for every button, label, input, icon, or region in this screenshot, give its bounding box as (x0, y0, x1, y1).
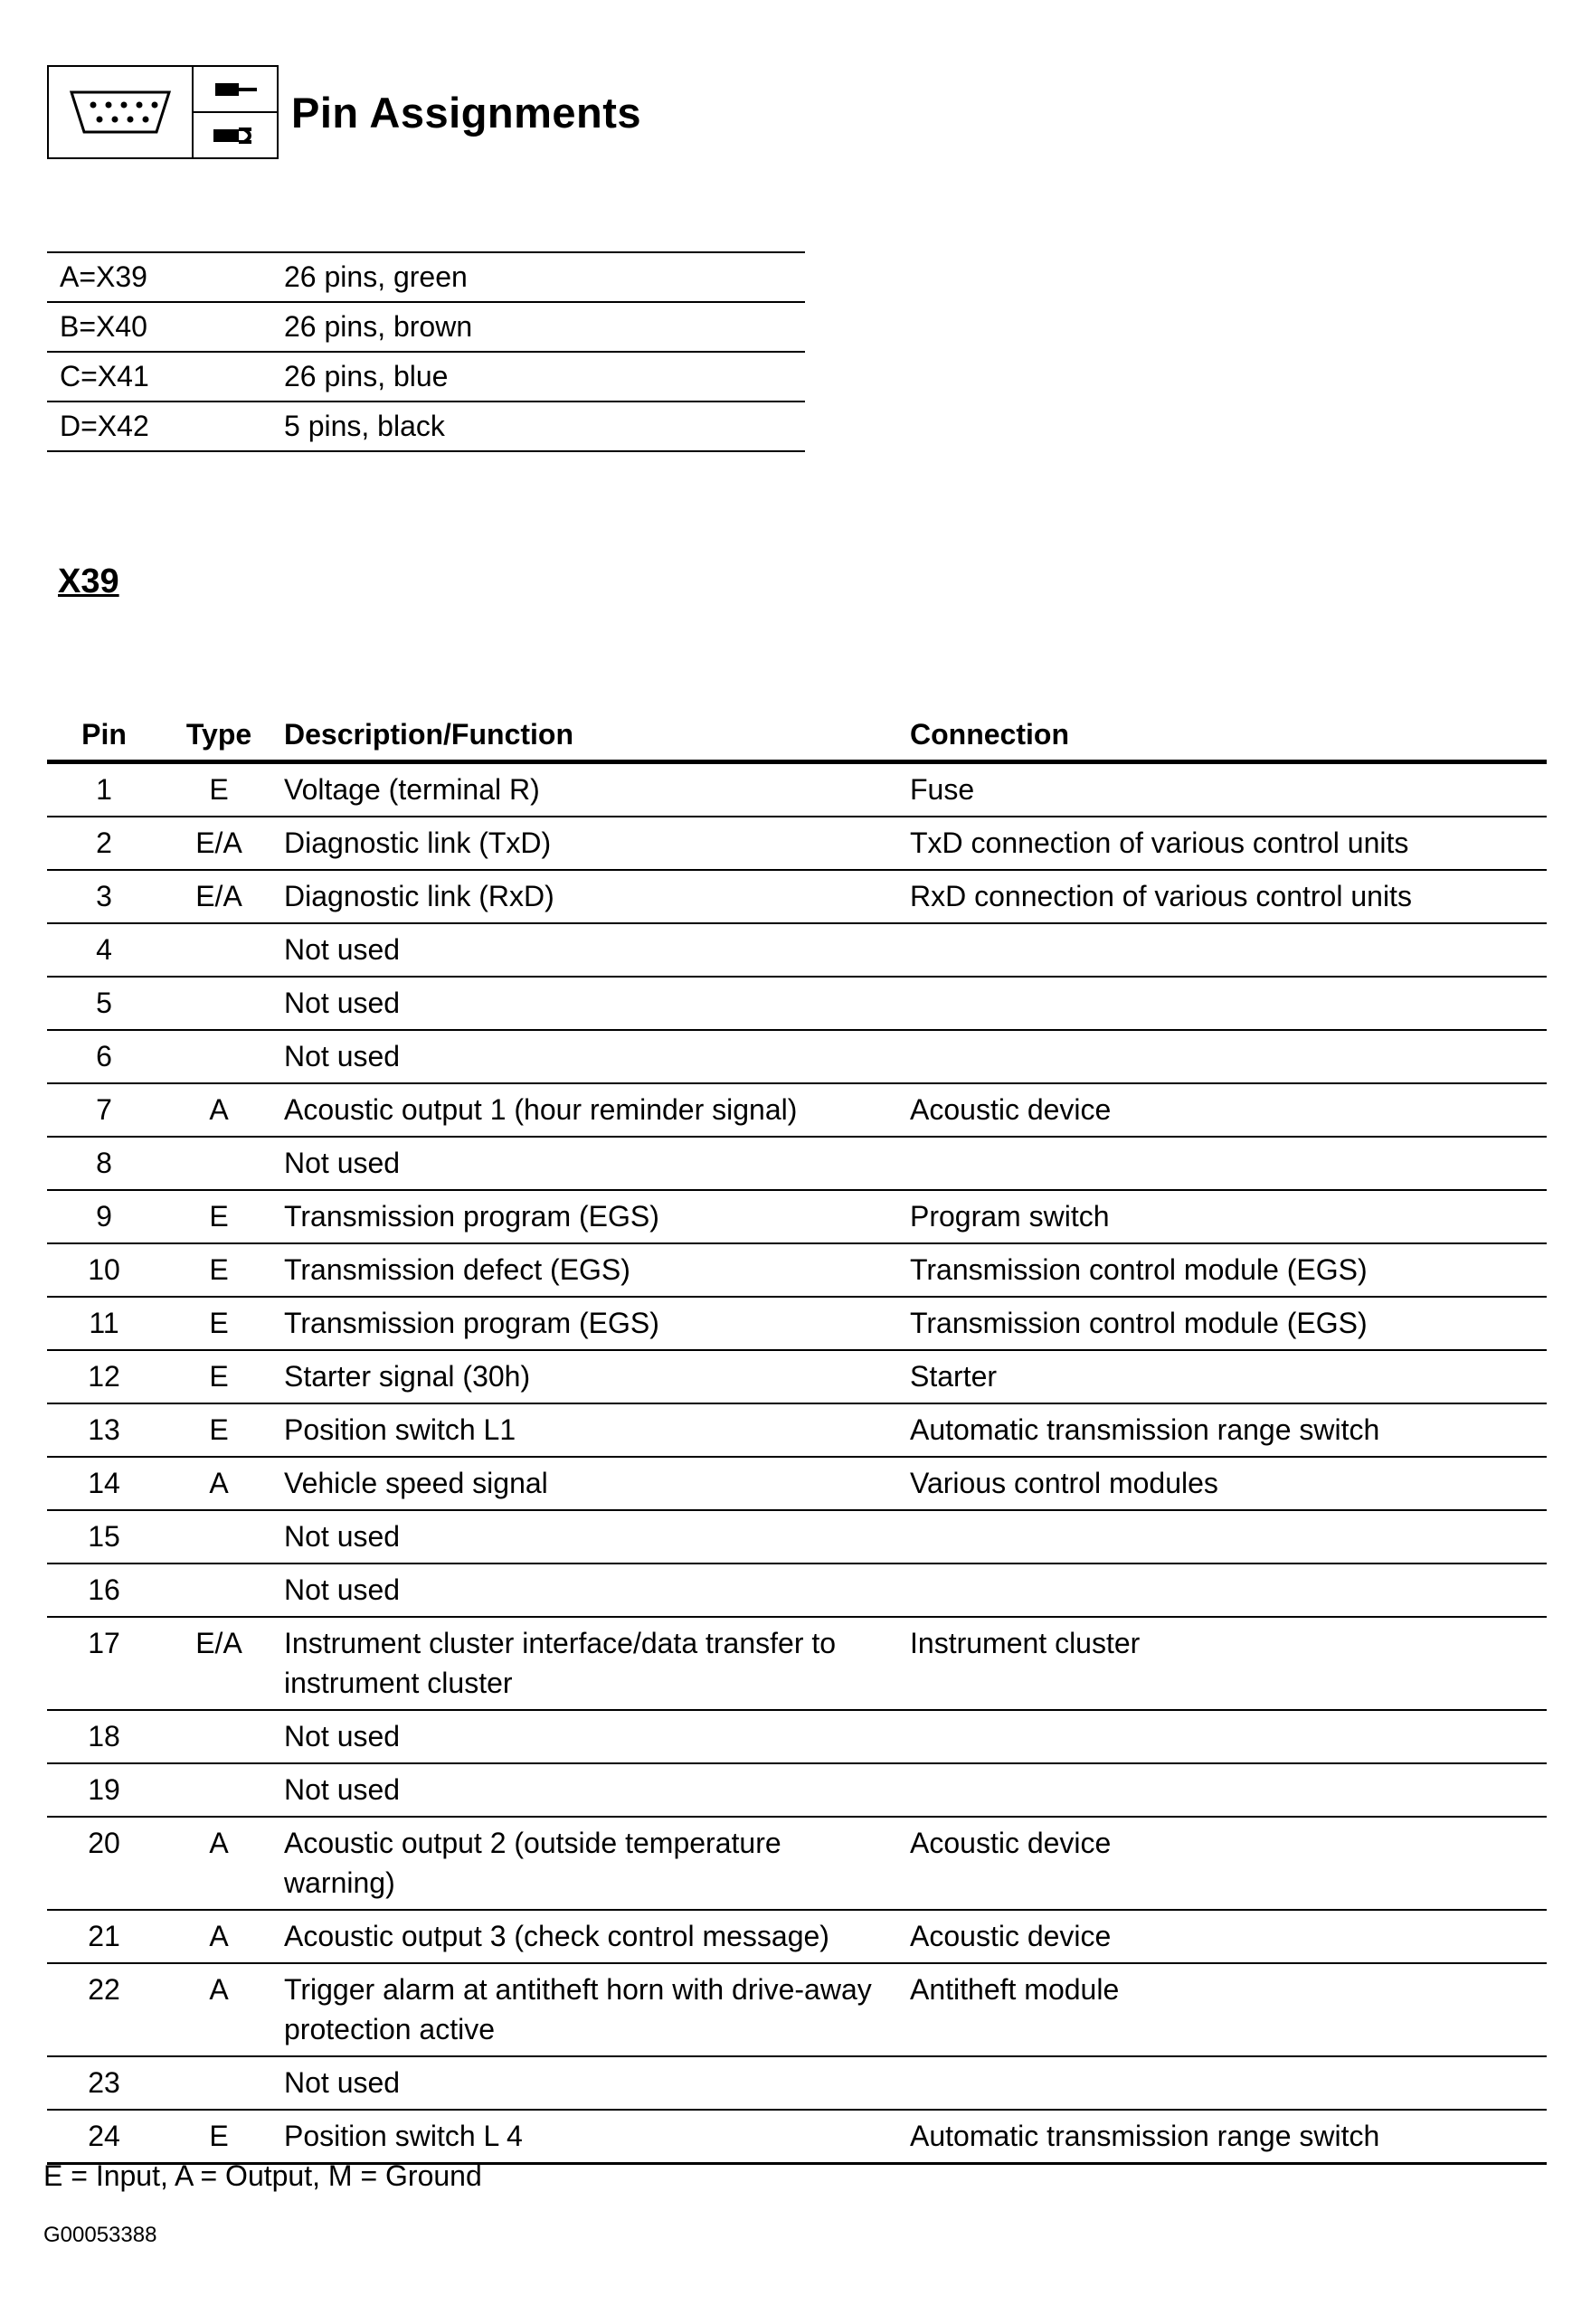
table-row (47, 1243, 1547, 1297)
cell-pin: 3 (47, 870, 161, 923)
cell-connection (903, 977, 1547, 1030)
cell-pin: 21 (47, 1910, 161, 1963)
cell-description: Not used (277, 1137, 903, 1190)
cell-description: Acoustic output 2 (outside temperature warning) (277, 1817, 903, 1910)
cell-connection: Automatic transmission range switch (903, 2110, 1547, 2164)
cell-type: E (161, 2110, 277, 2164)
table-row (47, 1617, 1547, 1710)
table-row (47, 1817, 1547, 1910)
connector-desc: 5 pins, black (271, 402, 805, 451)
cell-pin: 22 (47, 1963, 161, 2056)
cell-connection: Transmission control module (EGS) (903, 1243, 1547, 1297)
connector-list-table (47, 251, 805, 452)
cell-connection: Acoustic device (903, 1817, 1547, 1910)
header-description: Description/Function (277, 707, 903, 762)
connector-row (47, 302, 805, 352)
cell-pin: 7 (47, 1083, 161, 1137)
cell-description: Voltage (terminal R) (277, 762, 903, 817)
cell-pin: 14 (47, 1457, 161, 1510)
cell-type (161, 1564, 277, 1617)
cell-pin: 8 (47, 1137, 161, 1190)
table-row (47, 1710, 1547, 1763)
cell-description: Starter signal (30h) (277, 1350, 903, 1403)
cell-pin: 17 (47, 1617, 161, 1710)
cell-connection: Acoustic device (903, 1910, 1547, 1963)
cell-pin: 4 (47, 923, 161, 977)
connector-id: A=X39 (47, 252, 271, 302)
pin-assignment-table (47, 707, 1547, 2165)
connector-row (47, 252, 805, 302)
table-row (47, 2056, 1547, 2110)
cell-type: A (161, 1817, 277, 1910)
image-code: G00053388 (43, 2223, 157, 2247)
cell-type: E (161, 1243, 277, 1297)
cell-type: E (161, 762, 277, 817)
cell-type: E/A (161, 817, 277, 870)
table-row (47, 870, 1547, 923)
cell-pin: 6 (47, 1030, 161, 1083)
cell-connection: Acoustic device (903, 1083, 1547, 1137)
table-row (47, 1510, 1547, 1564)
cell-connection (903, 1137, 1547, 1190)
table-row (47, 817, 1547, 870)
connector-id: B=X40 (47, 302, 271, 352)
cell-connection: Instrument cluster (903, 1617, 1547, 1710)
connector-row (47, 352, 805, 402)
cell-description: Instrument cluster interface/data transfer to instrument cluster (277, 1617, 903, 1710)
cell-connection: RxD connection of various control units (903, 870, 1547, 923)
cell-description: Transmission program (EGS) (277, 1297, 903, 1350)
section-heading: X39 (58, 562, 119, 600)
table-row (47, 1030, 1547, 1083)
cell-description: Not used (277, 2056, 903, 2110)
table-row (47, 762, 1547, 817)
cell-pin: 23 (47, 2056, 161, 2110)
cell-type (161, 1763, 277, 1817)
cell-pin: 11 (47, 1297, 161, 1350)
cell-pin: 24 (47, 2110, 161, 2164)
table-header-row (47, 707, 1547, 762)
cell-pin: 2 (47, 817, 161, 870)
cell-connection (903, 2056, 1547, 2110)
table-row (47, 923, 1547, 977)
table-row (47, 2110, 1547, 2164)
cell-connection: Starter (903, 1350, 1547, 1403)
cell-type: E (161, 1297, 277, 1350)
cell-description: Acoustic output 3 (check control message) (277, 1910, 903, 1963)
cell-pin: 12 (47, 1350, 161, 1403)
connector-desc: 26 pins, blue (271, 352, 805, 402)
cell-pin: 5 (47, 977, 161, 1030)
header-connection: Connection (903, 707, 1547, 762)
cell-connection (903, 1030, 1547, 1083)
cell-description: Transmission program (EGS) (277, 1190, 903, 1243)
cell-description: Not used (277, 1030, 903, 1083)
table-row (47, 1190, 1547, 1243)
cell-connection: Antitheft module (903, 1963, 1547, 2056)
cell-description: Not used (277, 1710, 903, 1763)
connector-desc: 26 pins, brown (271, 302, 805, 352)
cell-description: Transmission defect (EGS) (277, 1243, 903, 1297)
cell-description: Vehicle speed signal (277, 1457, 903, 1510)
cell-connection: Fuse (903, 762, 1547, 817)
cell-type (161, 977, 277, 1030)
cell-connection (903, 1710, 1547, 1763)
cell-pin: 19 (47, 1763, 161, 1817)
cell-type (161, 1137, 277, 1190)
cell-description: Not used (277, 1510, 903, 1564)
cell-type: E/A (161, 1617, 277, 1710)
table-row (47, 1910, 1547, 1963)
cell-description: Position switch L 4 (277, 2110, 903, 2164)
cell-pin: 20 (47, 1817, 161, 1910)
cell-type (161, 1510, 277, 1564)
cell-description: Not used (277, 1763, 903, 1817)
connector-desc: 26 pins, green (271, 252, 805, 302)
table-row (47, 1083, 1547, 1137)
cell-type: A (161, 1910, 277, 1963)
cell-pin: 10 (47, 1243, 161, 1297)
cell-pin: 15 (47, 1510, 161, 1564)
cell-type: A (161, 1963, 277, 2056)
cell-connection: TxD connection of various control units (903, 817, 1547, 870)
cell-pin: 13 (47, 1403, 161, 1457)
cell-connection (903, 1763, 1547, 1817)
cell-pin: 18 (47, 1710, 161, 1763)
cell-description: Not used (277, 923, 903, 977)
connector-row (47, 402, 805, 451)
cell-description: Position switch L1 (277, 1403, 903, 1457)
cell-type: E (161, 1190, 277, 1243)
cell-connection (903, 923, 1547, 977)
icon-box (47, 65, 279, 159)
table-row (47, 1297, 1547, 1350)
cell-pin: 16 (47, 1564, 161, 1617)
cell-type (161, 923, 277, 977)
cell-pin: 9 (47, 1190, 161, 1243)
cell-type (161, 1030, 277, 1083)
table-row (47, 1763, 1547, 1817)
table-row (47, 1403, 1547, 1457)
cell-description: Acoustic output 1 (hour reminder signal) (277, 1083, 903, 1137)
cell-type: E (161, 1403, 277, 1457)
cell-type (161, 1710, 277, 1763)
cell-type: E (161, 1350, 277, 1403)
cell-connection: Transmission control module (EGS) (903, 1297, 1547, 1350)
connector-id: D=X42 (47, 402, 271, 451)
page-title: Pin Assignments (291, 88, 642, 137)
page-header (47, 65, 641, 159)
header-type: Type (161, 707, 277, 762)
cell-connection (903, 1510, 1547, 1564)
cell-connection (903, 1564, 1547, 1617)
cell-connection: Various control modules (903, 1457, 1547, 1510)
cell-type: E/A (161, 870, 277, 923)
cell-connection: Automatic transmission range switch (903, 1403, 1547, 1457)
cell-connection: Program switch (903, 1190, 1547, 1243)
table-row (47, 977, 1547, 1030)
cell-description: Not used (277, 1564, 903, 1617)
connector-id: C=X41 (47, 352, 271, 402)
header-pin: Pin (47, 707, 161, 762)
table-row (47, 1350, 1547, 1403)
cell-description: Not used (277, 977, 903, 1030)
table-row (47, 1137, 1547, 1190)
cell-description: Diagnostic link (RxD) (277, 870, 903, 923)
table-row (47, 1963, 1547, 2056)
cell-description: Diagnostic link (TxD) (277, 817, 903, 870)
table-row (47, 1564, 1547, 1617)
cell-type: A (161, 1457, 277, 1510)
legend: E = Input, A = Output, M = Ground (43, 2159, 482, 2192)
cell-type: A (161, 1083, 277, 1137)
connector-icon (49, 67, 194, 157)
cell-description: Trigger alarm at antitheft horn with drive-away protection active (277, 1963, 903, 2056)
cell-pin: 1 (47, 762, 161, 817)
cell-type (161, 2056, 277, 2110)
pin-assignment-icon (194, 67, 277, 157)
table-row (47, 1457, 1547, 1510)
